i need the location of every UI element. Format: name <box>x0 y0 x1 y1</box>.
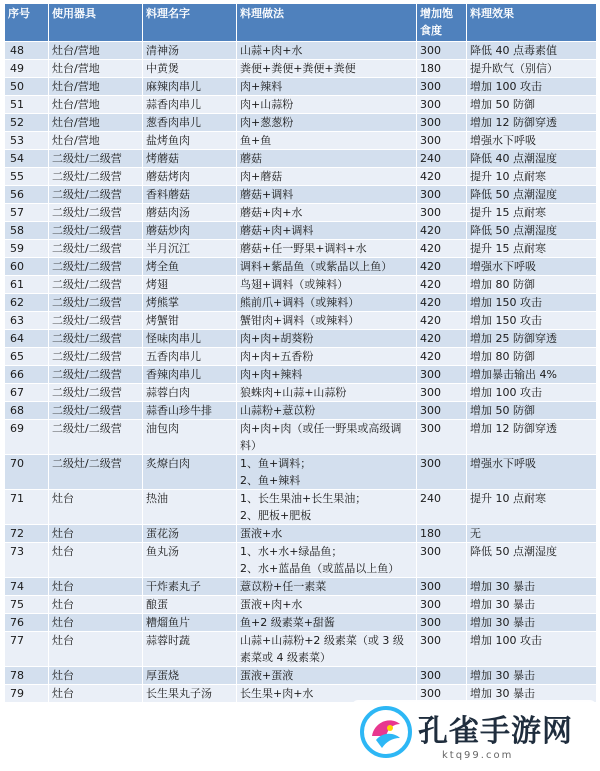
cell-tool: 灶台/营地 <box>49 132 143 150</box>
cell-no: 59 <box>5 240 49 258</box>
cell-recipe: 狼蛛肉+山蒜+山蒜粉 <box>237 384 417 402</box>
table-row <box>5 222 597 240</box>
cell-effect: 增加 80 防御 <box>467 276 597 294</box>
table-row <box>5 578 597 596</box>
cell-effect: 增加 30 暴击 <box>467 596 597 614</box>
cell-tool: 二级灶/二级营 <box>49 366 143 384</box>
cell-no: 50 <box>5 78 49 96</box>
cell-effect: 增加 100 攻击 <box>467 632 597 667</box>
cell-tool: 灶台/营地 <box>49 42 143 60</box>
header-satiety: 增加饱食度 <box>417 4 467 42</box>
cell-no: 78 <box>5 667 49 685</box>
cell-name: 蘑菇肉汤 <box>143 204 237 222</box>
table-row <box>5 348 597 366</box>
cell-name: 厚蛋烧 <box>143 667 237 685</box>
cell-name: 半月沉江 <box>143 240 237 258</box>
cell-tool: 二级灶/二级营 <box>49 204 143 222</box>
table-row <box>5 330 597 348</box>
cell-name: 烤全鱼 <box>143 258 237 276</box>
table-row <box>5 60 597 78</box>
cell-effect: 增强水下呼吸 <box>467 258 597 276</box>
table-row <box>5 384 597 402</box>
cell-satiety: 300 <box>417 132 467 150</box>
cell-no: 64 <box>5 330 49 348</box>
cell-recipe: 1、长生果油+长生果油； 2、肥板+肥板 <box>237 490 417 525</box>
cell-tool: 二级灶/二级营 <box>49 455 143 490</box>
cell-name: 蛋花汤 <box>143 525 237 543</box>
cell-effect: 增强水下呼吸 <box>467 455 597 490</box>
cell-recipe: 鱼+2 级素菜+甜酱 <box>237 614 417 632</box>
cell-satiety: 300 <box>417 455 467 490</box>
cell-name: 盐烤鱼肉 <box>143 132 237 150</box>
cell-tool: 灶台/营地 <box>49 96 143 114</box>
cell-tool: 灶台 <box>49 578 143 596</box>
cell-effect: 增加 150 攻击 <box>467 294 597 312</box>
cell-name: 香辣肉串儿 <box>143 366 237 384</box>
cell-effect: 增加 30 暴击 <box>467 614 597 632</box>
cell-name: 香料蘑菇 <box>143 186 237 204</box>
cell-tool: 灶台 <box>49 596 143 614</box>
cell-effect: 增加 12 防御穿透 <box>467 420 597 455</box>
cell-satiety: 300 <box>417 578 467 596</box>
cell-no: 77 <box>5 632 49 667</box>
cell-name: 蒜香山珍牛排 <box>143 402 237 420</box>
cell-satiety: 300 <box>417 632 467 667</box>
table-row <box>5 132 597 150</box>
cell-effect: 无 <box>467 525 597 543</box>
cell-effect: 增加 12 防御穿透 <box>467 114 597 132</box>
cell-satiety: 300 <box>417 614 467 632</box>
cell-tool: 灶台 <box>49 543 143 578</box>
cell-recipe: 蛋液+蛋液 <box>237 667 417 685</box>
cell-recipe: 蘑菇+肉+调料 <box>237 222 417 240</box>
cell-tool: 二级灶/二级营 <box>49 330 143 348</box>
cell-satiety: 300 <box>417 78 467 96</box>
cell-recipe: 肉+肉+肉（或任一野果或高级调料） <box>237 420 417 455</box>
cell-effect: 增加暴击输出 4% <box>467 366 597 384</box>
cell-recipe: 肉+肉+五香粉 <box>237 348 417 366</box>
table-row <box>5 420 597 455</box>
cell-effect: 增加 50 防御 <box>467 402 597 420</box>
cell-effect: 提升 15 点耐寒 <box>467 204 597 222</box>
cell-effect: 增加 30 暴击 <box>467 667 597 685</box>
cell-tool: 灶台 <box>49 632 143 667</box>
cell-recipe: 鱼+鱼 <box>237 132 417 150</box>
cell-satiety: 300 <box>417 204 467 222</box>
cell-effect: 降低 50 点潮湿度 <box>467 222 597 240</box>
cell-recipe: 蛋液+肉+水 <box>237 596 417 614</box>
cell-recipe: 熊前爪+调料（或辣料） <box>237 294 417 312</box>
header-row <box>5 4 597 42</box>
cell-satiety: 300 <box>417 42 467 60</box>
cell-effect: 增加 30 暴击 <box>467 685 597 703</box>
table-row <box>5 78 597 96</box>
table-row <box>5 596 597 614</box>
cell-no: 67 <box>5 384 49 402</box>
cell-recipe: 肉+肉+辣料 <box>237 366 417 384</box>
table-row <box>5 455 597 490</box>
cell-satiety: 300 <box>417 114 467 132</box>
cell-satiety: 420 <box>417 222 467 240</box>
cell-tool: 二级灶/二级营 <box>49 420 143 455</box>
cell-tool: 二级灶/二级营 <box>49 258 143 276</box>
cell-satiety: 180 <box>417 60 467 78</box>
cell-tool: 灶台/营地 <box>49 78 143 96</box>
cell-no: 53 <box>5 132 49 150</box>
table-row <box>5 490 597 525</box>
cell-no: 58 <box>5 222 49 240</box>
cell-name: 蒜蓉时蔬 <box>143 632 237 667</box>
cell-satiety: 420 <box>417 276 467 294</box>
cell-name: 麻辣肉串儿 <box>143 78 237 96</box>
cell-tool: 二级灶/二级营 <box>49 294 143 312</box>
table-row <box>5 186 597 204</box>
cell-effect: 提升 15 点耐寒 <box>467 240 597 258</box>
cell-recipe: 肉+蘑菇 <box>237 168 417 186</box>
cell-tool: 二级灶/二级营 <box>49 150 143 168</box>
cell-no: 69 <box>5 420 49 455</box>
cell-recipe: 1、鱼+调料； 2、鱼+辣料 <box>237 455 417 490</box>
cell-name: 蒜蓉白肉 <box>143 384 237 402</box>
cell-recipe: 蘑菇+任一野果+调料+水 <box>237 240 417 258</box>
header-recipe: 料理做法 <box>237 4 417 42</box>
table-row <box>5 525 597 543</box>
table-row <box>5 150 597 168</box>
cell-satiety: 300 <box>417 366 467 384</box>
cell-tool: 灶台 <box>49 685 143 703</box>
cell-no: 57 <box>5 204 49 222</box>
cell-recipe: 山蒜粉+薏苡粉 <box>237 402 417 420</box>
cell-name: 蘑菇烤肉 <box>143 168 237 186</box>
cell-name: 油包肉 <box>143 420 237 455</box>
cell-tool: 灶台 <box>49 490 143 525</box>
cell-name: 长生果丸子汤 <box>143 685 237 703</box>
cell-satiety: 300 <box>417 420 467 455</box>
table-row <box>5 294 597 312</box>
cell-recipe: 蘑菇 <box>237 150 417 168</box>
table-row <box>5 632 597 667</box>
cell-effect: 降低 50 点潮湿度 <box>467 543 597 578</box>
cell-name: 鱼丸汤 <box>143 543 237 578</box>
cell-satiety: 300 <box>417 543 467 578</box>
cell-name: 烤翅 <box>143 276 237 294</box>
cell-no: 70 <box>5 455 49 490</box>
header-no: 序号 <box>5 4 49 42</box>
header-name: 料理名字 <box>143 4 237 42</box>
cell-name: 五香肉串儿 <box>143 348 237 366</box>
cell-name: 清神汤 <box>143 42 237 60</box>
cell-tool: 二级灶/二级营 <box>49 384 143 402</box>
cell-satiety: 300 <box>417 186 467 204</box>
cell-tool: 灶台/营地 <box>49 114 143 132</box>
cell-no: 73 <box>5 543 49 578</box>
table-row <box>5 42 597 60</box>
cell-name: 干炸素丸子 <box>143 578 237 596</box>
cell-satiety: 420 <box>417 312 467 330</box>
cell-effect: 增加 25 防御穿透 <box>467 330 597 348</box>
table-row <box>5 240 597 258</box>
cell-no: 52 <box>5 114 49 132</box>
watermark-url: ktq99.com <box>442 750 514 761</box>
header-effect: 料理效果 <box>467 4 597 42</box>
cell-satiety: 300 <box>417 384 467 402</box>
cell-satiety: 300 <box>417 685 467 703</box>
cell-recipe: 长生果+肉+水 <box>237 685 417 703</box>
cell-no: 74 <box>5 578 49 596</box>
cell-tool: 二级灶/二级营 <box>49 402 143 420</box>
cell-recipe: 蘑菇+肉+水 <box>237 204 417 222</box>
cell-name: 蒜香肉串儿 <box>143 96 237 114</box>
cell-recipe: 薏苡粉+任一素菜 <box>237 578 417 596</box>
cell-name: 烤蘑菇 <box>143 150 237 168</box>
cell-name: 酿蛋 <box>143 596 237 614</box>
table-row <box>5 667 597 685</box>
cell-no: 72 <box>5 525 49 543</box>
cell-effect: 增加 30 暴击 <box>467 578 597 596</box>
cell-no: 75 <box>5 596 49 614</box>
cell-no: 56 <box>5 186 49 204</box>
cell-effect: 提升欧气（别信） <box>467 60 597 78</box>
table-row <box>5 276 597 294</box>
cell-effect: 增强水下呼吸 <box>467 132 597 150</box>
cell-name: 炙燎白肉 <box>143 455 237 490</box>
cell-no: 62 <box>5 294 49 312</box>
cell-recipe: 蘑菇+调料 <box>237 186 417 204</box>
cell-no: 76 <box>5 614 49 632</box>
cell-no: 63 <box>5 312 49 330</box>
cell-effect: 增加 100 攻击 <box>467 384 597 402</box>
cell-recipe: 蛋液+水 <box>237 525 417 543</box>
cell-effect: 降低 40 点潮湿度 <box>467 150 597 168</box>
cell-effect: 降低 40 点毒素值 <box>467 42 597 60</box>
table-row <box>5 614 597 632</box>
cell-satiety: 420 <box>417 294 467 312</box>
cell-tool: 二级灶/二级营 <box>49 240 143 258</box>
cell-satiety: 300 <box>417 402 467 420</box>
cell-name: 葱香肉串儿 <box>143 114 237 132</box>
cell-recipe: 调料+紫晶鱼（或紫晶以上鱼） <box>237 258 417 276</box>
cell-recipe: 山蒜+山蒜粉+2 级素菜（或 3 级素菜或 4 级素菜） <box>237 632 417 667</box>
cell-tool: 灶台 <box>49 667 143 685</box>
cell-tool: 灶台 <box>49 614 143 632</box>
cell-tool: 二级灶/二级营 <box>49 312 143 330</box>
cell-name: 怪味肉串儿 <box>143 330 237 348</box>
table-row <box>5 114 597 132</box>
cell-no: 79 <box>5 685 49 703</box>
cell-satiety: 240 <box>417 150 467 168</box>
cell-no: 54 <box>5 150 49 168</box>
cell-no: 60 <box>5 258 49 276</box>
cell-no: 55 <box>5 168 49 186</box>
cell-no: 48 <box>5 42 49 60</box>
cell-no: 71 <box>5 490 49 525</box>
table-row <box>5 168 597 186</box>
cell-tool: 二级灶/二级营 <box>49 186 143 204</box>
cell-tool: 二级灶/二级营 <box>49 348 143 366</box>
cell-no: 51 <box>5 96 49 114</box>
cell-satiety: 300 <box>417 96 467 114</box>
cell-name: 糟熘鱼片 <box>143 614 237 632</box>
cell-satiety: 420 <box>417 168 467 186</box>
cell-recipe: 1、水+水+绿晶鱼； 2、水+蓝晶鱼（或蓝晶以上鱼） <box>237 543 417 578</box>
table-row <box>5 402 597 420</box>
cell-name: 烤熊掌 <box>143 294 237 312</box>
cell-recipe: 山蒜+肉+水 <box>237 42 417 60</box>
cell-recipe: 肉+肉+胡葵粉 <box>237 330 417 348</box>
table-row <box>5 96 597 114</box>
cell-name: 烤蟹钳 <box>143 312 237 330</box>
cell-satiety: 300 <box>417 667 467 685</box>
cell-no: 68 <box>5 402 49 420</box>
cell-effect: 提升 10 点耐寒 <box>467 168 597 186</box>
watermark <box>352 700 596 768</box>
cell-satiety: 300 <box>417 596 467 614</box>
cell-satiety: 420 <box>417 330 467 348</box>
cell-tool: 二级灶/二级营 <box>49 222 143 240</box>
watermark-title: 孔雀手游网 <box>418 714 573 749</box>
cell-effect: 增加 100 攻击 <box>467 78 597 96</box>
cell-name: 热油 <box>143 490 237 525</box>
cell-no: 66 <box>5 366 49 384</box>
cell-recipe: 肉+山蒜粉 <box>237 96 417 114</box>
table-row <box>5 258 597 276</box>
cell-name: 蘑菇炒肉 <box>143 222 237 240</box>
cell-effect: 增加 150 攻击 <box>467 312 597 330</box>
cell-name: 中黄煲 <box>143 60 237 78</box>
cell-satiety: 180 <box>417 525 467 543</box>
table-row <box>5 312 597 330</box>
recipe-table <box>4 3 597 703</box>
header-tool: 使用器具 <box>49 4 143 42</box>
cell-no: 61 <box>5 276 49 294</box>
cell-effect: 提升 10 点耐寒 <box>467 490 597 525</box>
cell-recipe: 鸟翅+调料（或辣料） <box>237 276 417 294</box>
table-row <box>5 204 597 222</box>
cell-satiety: 420 <box>417 240 467 258</box>
cell-no: 49 <box>5 60 49 78</box>
cell-satiety: 420 <box>417 258 467 276</box>
cell-tool: 灶台/营地 <box>49 60 143 78</box>
cell-recipe: 肉+辣料 <box>237 78 417 96</box>
cell-satiety: 420 <box>417 348 467 366</box>
cell-recipe: 粪便+粪便+粪便+粪便 <box>237 60 417 78</box>
cell-recipe: 肉+葱葱粉 <box>237 114 417 132</box>
table-body <box>5 42 597 703</box>
table-row <box>5 366 597 384</box>
table-row <box>5 543 597 578</box>
cell-tool: 二级灶/二级营 <box>49 168 143 186</box>
cell-recipe: 蟹钳肉+调料（或辣料） <box>237 312 417 330</box>
cell-tool: 二级灶/二级营 <box>49 276 143 294</box>
cell-effect: 增加 50 防御 <box>467 96 597 114</box>
cell-effect: 降低 50 点潮湿度 <box>467 186 597 204</box>
cell-satiety: 240 <box>417 490 467 525</box>
cell-no: 65 <box>5 348 49 366</box>
cell-tool: 灶台 <box>49 525 143 543</box>
cell-effect: 增加 80 防御 <box>467 348 597 366</box>
peacock-logo-icon <box>360 706 412 758</box>
